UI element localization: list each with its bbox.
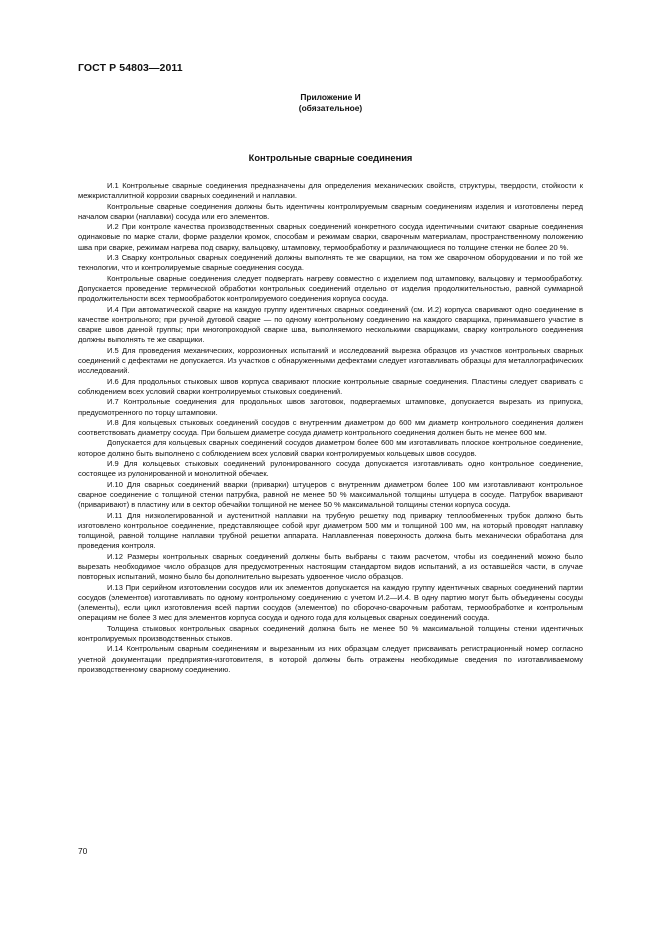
paragraph-3-1: И.3 Сварку контрольных сварных соединений должны выполнять те же сварщики, на том же сварочном оборудовании и по той же технологии, что и контролируемые сварные соединения сосуда.: [78, 253, 583, 273]
paragraph-13-1: И.13 При серийном изготовлении сосудов или их элементов допускается на каждую группу идентичных сварных соединений партии сосудов (элементов) изготавливать по одному контрольному соединению с учетом И.2—И.4. В одну партию могут быть объединены сосуды (элементы), если цикл изготовления всей партии сосудов (элементов) по сборочно-сварочным работам, термообработке и контрольным операциям не более 3 мес для элементов корпуса сосуда и одного года для кольцевых сварных соединений сосуда.: [78, 582, 583, 623]
paragraph-6: И.6 Для продольных стыковых швов корпуса сваривают плоские контрольные сварные соединения. Пластины следует сваривать с соблюдением всех условий сварки контролируемых стыковых соединений.: [78, 376, 583, 396]
paragraph-12: И.12 Размеры контрольных сварных соединений должны быть выбраны с таким расчетом, чтобы из соединений можно было вырезать необходимое число образцов для предусмотренных настоящим стандартом видов испытаний, а из оставшейся части, в случае повторных испытаний, можно было бы дополнительно вырезать удвоенное число образцов.: [78, 551, 583, 582]
paragraph-5: И.5 Для проведения механических, коррозионных испытаний и исследований вырезка образцов из участков контрольных сварных соединений с дефектами не допускается. Из участков с обнаруженными дефектами следует изготавливать образцы для металлографических исследований.: [78, 345, 583, 376]
paragraph-10: И.10 Для сварных соединений вварки (приварки) штуцеров с внутренним диаметром более 100 мм изготавливают контрольное сварное соединение с толщиной стенки патрубка, равной не менее 50 % максимальной толщины штуцера в сосуде. Патрубок вваривают (приваривают) в пластину или в сектор обечайки толщиной не менее 50 % максимальной толщины стенки корпуса сосуда.: [78, 479, 583, 510]
paragraph-9: И.9 Для кольцевых стыковых соединений рулонированного сосуда допускается изготавливать одно контрольное соединение, состоящее из рулонированной и монолитной обечаек.: [78, 459, 583, 479]
paragraph-14: И.14 Контрольным сварным соединениям и вырезанным из них образцам следует присваивать регистрационный номер согласно учетной документации предприятия-изготовителя, в которой должны быть отражены необходимые сведения по изготавливаемому производственному сварному соединению.: [78, 644, 583, 674]
annex-heading: [0, 92, 661, 114]
document-body: [78, 181, 583, 675]
paragraph-4: И.4 При автоматической сварке на каждую группу идентичных сварных соединений (см. И.2) корпуса сваривают одно соединение в качестве контрольного; при ручной дуговой сварке — по одному контрольному соединению на каждого сварщика, принимавшего участие в сварке швов данной группы; при многопроходной сварке шва, выполняемого несколькими сварщиками, сварку контрольного соединения должны выполнять те же сварщики.: [78, 304, 583, 345]
paragraph-13-2: Толщина стыковых контрольных сварных соединений должна быть не менее 50 % максимальной толщины стенки идентичных контролируемых производственных стыков.: [78, 623, 583, 644]
page-number: 70: [78, 846, 88, 856]
paragraph-2: И.2 При контроле качества производственных сварных соединений конкретного сосуда идентичными считают сварные соединения одинаковые по марке стали, форме разделки кромок, способам и режимам сварки, сварочным материалам, пространственному положению шва при сварке, режимам нагрева под сварку, вальцовку, штамповку, термообработку и различающиеся по толщине стенки не более 20 %.: [78, 222, 583, 252]
paragraph-8-2: Допускается для кольцевых сварных соединений сосудов диаметром более 600 мм изготавливать плоское контрольное соединение, которое должно быть выполнено с соблюдением всех условий сварки контролируемых кольцевых швов сосудов.: [78, 438, 583, 458]
paragraph-8-1: И.8 Для кольцевых стыковых соединений сосудов с внутренним диаметром до 600 мм диаметр контрольного соединения должен соответствовать диаметру сосуда. При большем диаметре сосуда диаметр контрольного соединения должен быть не менее 600 мм.: [78, 417, 583, 438]
paragraph-3-2: Контрольные сварные соединения следует подвергать нагреву совместно с изделием под штамповку, вальцовку и термообработку. Допускается проведение термической обработки контрольных соединений отдельно от изделия продолжительностью, равной суммарной продолжительности всех термообработок контролируемого соединения корпуса сосуда.: [78, 273, 583, 304]
document-code: ГОСТ Р 54803—2011: [78, 62, 183, 74]
paragraph-1-2: Контрольные сварные соединения должны быть идентичны контролируемым сварным соединениям изделия и изготовлены перед началом сварки (наплавки) сосуда или его элементов.: [78, 201, 583, 221]
annex-label: Приложение И: [300, 92, 361, 102]
annex-status: (обязательное): [298, 103, 363, 113]
annex-title: Контрольные сварные соединения: [248, 153, 413, 163]
paragraph-11: И.11 Для низколегированной и аустенитной наплавки на трубную решетку под приварку теплообменных трубок должно быть изготовлено контрольное соединение, представляющее собой круг диаметром 500 мм и толщиной 100 мм, на который проводят наплавку толщиной, равной толщине наплавки трубной решетки аппарата. Наплавленная поверхность должна быть механически обработана для проведения контроля.: [78, 510, 583, 551]
paragraph-7: И.7 Контрольные соединения для продольных швов заготовок, подвергаемых штамповке, допускается вырезать из припуска, предусмотренного по торцу штамповки.: [78, 397, 583, 417]
paragraph-1-1: И.1 Контрольные сварные соединения предназначены для определения механических свойств, структуры, твердости, стойкости к межкристаллитной коррозии сварных соединений и наплавки.: [78, 181, 583, 201]
